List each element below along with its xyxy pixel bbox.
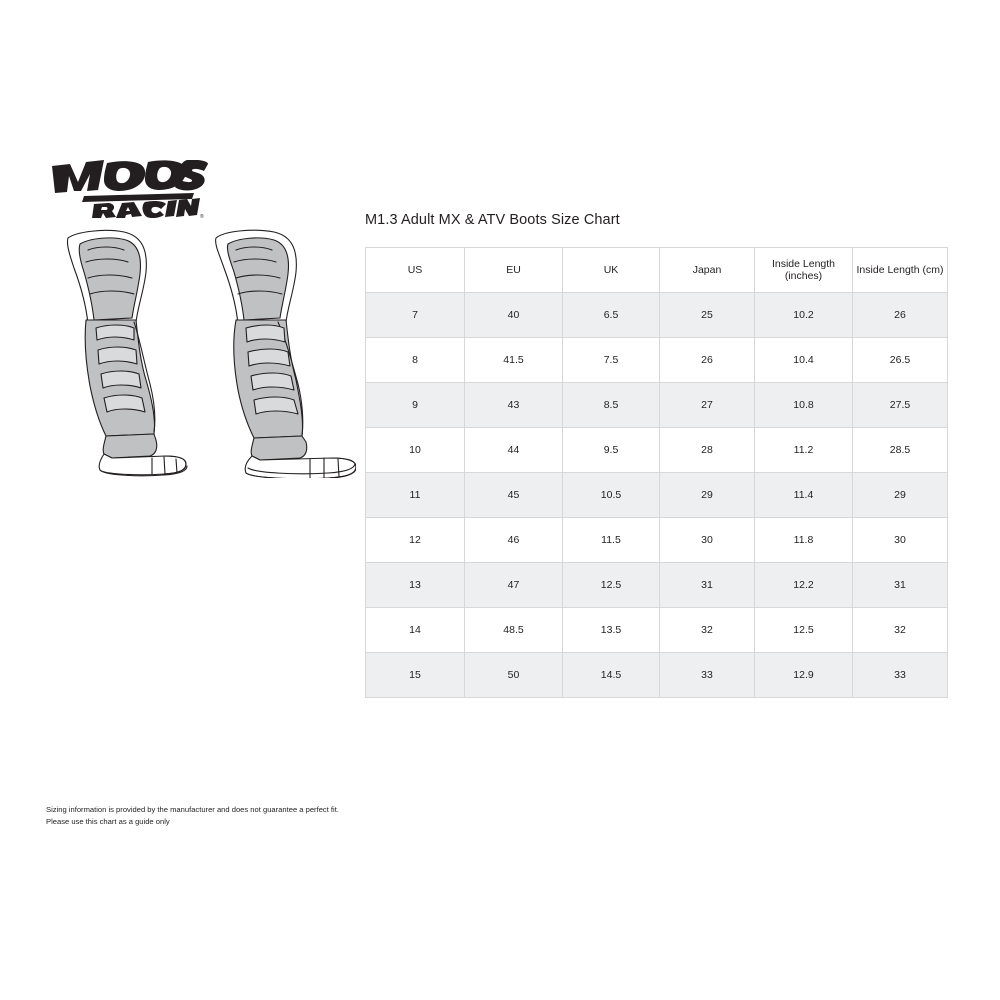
- cell-eu: 48.5: [465, 608, 563, 653]
- footnote: [46, 804, 466, 828]
- moose-racing-logo: [48, 160, 208, 222]
- column-header-inside-length-cm: Inside Length (cm): [853, 248, 948, 293]
- cell-inside-length-inches: 10.8: [755, 383, 853, 428]
- cell-inside-length-cm: 26: [853, 293, 948, 338]
- table-row: [366, 563, 948, 608]
- cell-inside-length-cm: 30: [853, 518, 948, 563]
- cell-inside-length-inches: 11.4: [755, 473, 853, 518]
- cell-japan: 32: [660, 608, 755, 653]
- mx-boots-graphic: [46, 228, 356, 478]
- cell-uk: 9.5: [563, 428, 660, 473]
- mx-boots-illustration: [46, 228, 356, 478]
- column-header-eu: EU: [465, 248, 563, 293]
- column-header-uk: UK: [563, 248, 660, 293]
- cell-inside-length-inches: 12.5: [755, 608, 853, 653]
- cell-japan: 30: [660, 518, 755, 563]
- cell-japan: 25: [660, 293, 755, 338]
- cell-us: 13: [366, 563, 465, 608]
- cell-eu: 43: [465, 383, 563, 428]
- footnote-line-2: Please use this chart as a guide only: [46, 817, 170, 826]
- table-row: [366, 653, 948, 698]
- cell-us: 12: [366, 518, 465, 563]
- cell-eu: 46: [465, 518, 563, 563]
- cell-uk: 6.5: [563, 293, 660, 338]
- cell-inside-length-cm: 31: [853, 563, 948, 608]
- moose-racing-logo-icon: [48, 160, 208, 222]
- cell-us: 8: [366, 338, 465, 383]
- cell-inside-length-inches: 12.9: [755, 653, 853, 698]
- cell-inside-length-cm: 33: [853, 653, 948, 698]
- cell-uk: 11.5: [563, 518, 660, 563]
- cell-uk: 8.5: [563, 383, 660, 428]
- footnote-line-1: Sizing information is provided by the manufacturer and does not guarantee a perfect fit.: [46, 805, 339, 814]
- cell-us: 11: [366, 473, 465, 518]
- cell-uk: 13.5: [563, 608, 660, 653]
- size-chart-table-wrapper: [365, 247, 947, 698]
- cell-japan: 33: [660, 653, 755, 698]
- cell-inside-length-inches: 11.8: [755, 518, 853, 563]
- cell-us: 14: [366, 608, 465, 653]
- table-row: [366, 428, 948, 473]
- cell-uk: 10.5: [563, 473, 660, 518]
- table-row: [366, 383, 948, 428]
- table-row: [366, 338, 948, 383]
- cell-inside-length-cm: 32: [853, 608, 948, 653]
- cell-uk: 12.5: [563, 563, 660, 608]
- table-header: [366, 248, 948, 293]
- size-chart-table: [365, 247, 948, 698]
- table-row: [366, 608, 948, 653]
- cell-inside-length-cm: 28.5: [853, 428, 948, 473]
- cell-inside-length-cm: 29: [853, 473, 948, 518]
- cell-us: 7: [366, 293, 465, 338]
- cell-eu: 45: [465, 473, 563, 518]
- cell-inside-length-inches: 10.4: [755, 338, 853, 383]
- column-header-inside-length-inches: Inside Length (inches): [755, 248, 853, 293]
- cell-eu: 50: [465, 653, 563, 698]
- cell-eu: 40: [465, 293, 563, 338]
- cell-inside-length-inches: 12.2: [755, 563, 853, 608]
- cell-us: 9: [366, 383, 465, 428]
- column-header-us: US: [366, 248, 465, 293]
- cell-japan: 28: [660, 428, 755, 473]
- cell-japan: 26: [660, 338, 755, 383]
- table-row: [366, 473, 948, 518]
- table-row: [366, 293, 948, 338]
- registered-mark: ®: [200, 214, 204, 220]
- cell-us: 10: [366, 428, 465, 473]
- page-title: M1.3 Adult MX & ATV Boots Size Chart: [365, 212, 620, 228]
- cell-uk: 14.5: [563, 653, 660, 698]
- cell-inside-length-inches: 10.2: [755, 293, 853, 338]
- cell-eu: 44: [465, 428, 563, 473]
- cell-inside-length-cm: 26.5: [853, 338, 948, 383]
- cell-japan: 31: [660, 563, 755, 608]
- cell-japan: 27: [660, 383, 755, 428]
- cell-eu: 47: [465, 563, 563, 608]
- cell-inside-length-cm: 27.5: [853, 383, 948, 428]
- table-body: [366, 293, 948, 698]
- cell-eu: 41.5: [465, 338, 563, 383]
- table-row: [366, 518, 948, 563]
- table-header-row: [366, 248, 948, 293]
- cell-us: 15: [366, 653, 465, 698]
- cell-japan: 29: [660, 473, 755, 518]
- cell-inside-length-inches: 11.2: [755, 428, 853, 473]
- column-header-japan: Japan: [660, 248, 755, 293]
- cell-uk: 7.5: [563, 338, 660, 383]
